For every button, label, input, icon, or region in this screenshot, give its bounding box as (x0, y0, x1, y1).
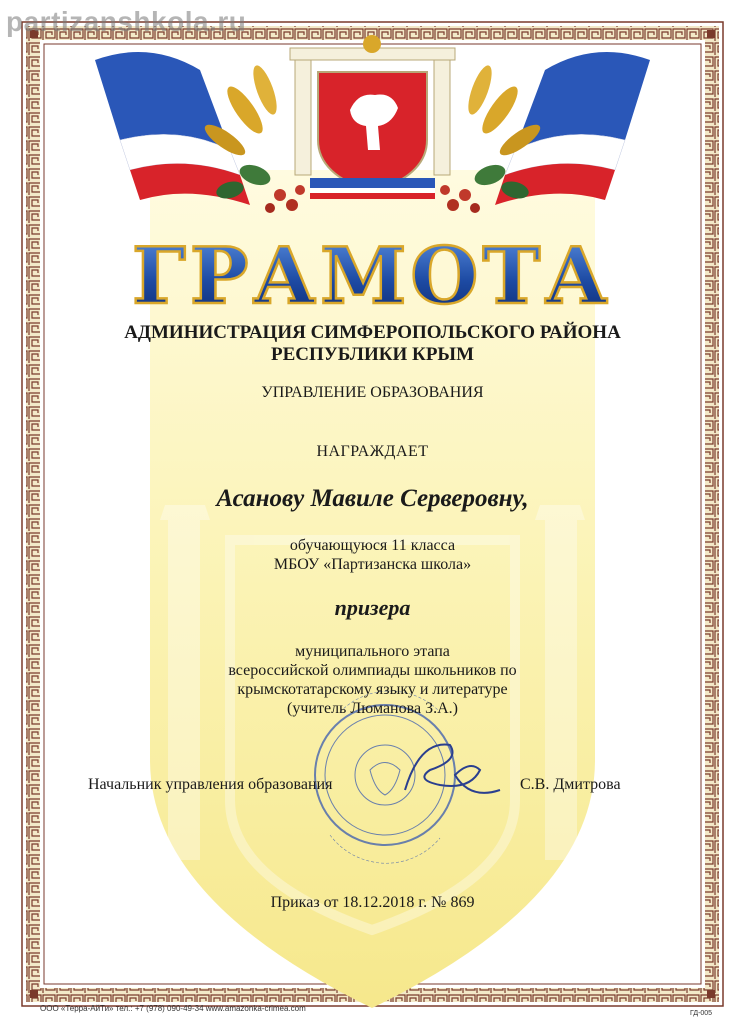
document-title: ГРАМОТА (132, 231, 612, 322)
award-verb: НАГРАЖДАЕТ (316, 443, 429, 460)
crimea-flag-left (95, 52, 250, 205)
signatory-position: Начальник управления образования (88, 776, 333, 793)
recipient-name: Асанову Мавиле Серверовну, (216, 485, 529, 512)
issuer-line-1: АДМИНИСТРАЦИЯ СИМФЕРОПОЛЬСКОГО РАЙОНА (124, 322, 621, 343)
achievement-line-2: всероссийской олимпиады школьников по (228, 662, 517, 679)
issuer-line-2: РЕСПУБЛИКИ КРЫМ (270, 344, 475, 365)
crimea-flag-right (495, 52, 650, 205)
achievement-title: призера (334, 595, 411, 620)
signatory-name: С.В. Дмитрова (520, 776, 621, 793)
recipient-grade: обучающуюся 11 класса (289, 537, 456, 554)
recipient-school: МБОУ «Партизанска школа» (273, 556, 472, 573)
order-reference: Приказ от 18.12.2018 г. № 869 (270, 894, 475, 911)
achievement-line-4: (учитель Люманова З.А.) (287, 700, 458, 717)
achievement-line-1: муниципального этапа (295, 643, 450, 660)
form-code: ГД-005 (690, 1010, 713, 1017)
issuer-department: УПРАВЛЕНИЕ ОБРАЗОВАНИЯ (261, 384, 484, 401)
site-watermark: partizanshkola.ru (6, 6, 247, 37)
achievement-line-3: крымскотатарскому языку и литературе (237, 681, 508, 698)
printer-imprint: ООО «Терра-АйТи» тел.: +7 (978) 090-49-34 www.amazonka-crimea.com (40, 1004, 306, 1013)
